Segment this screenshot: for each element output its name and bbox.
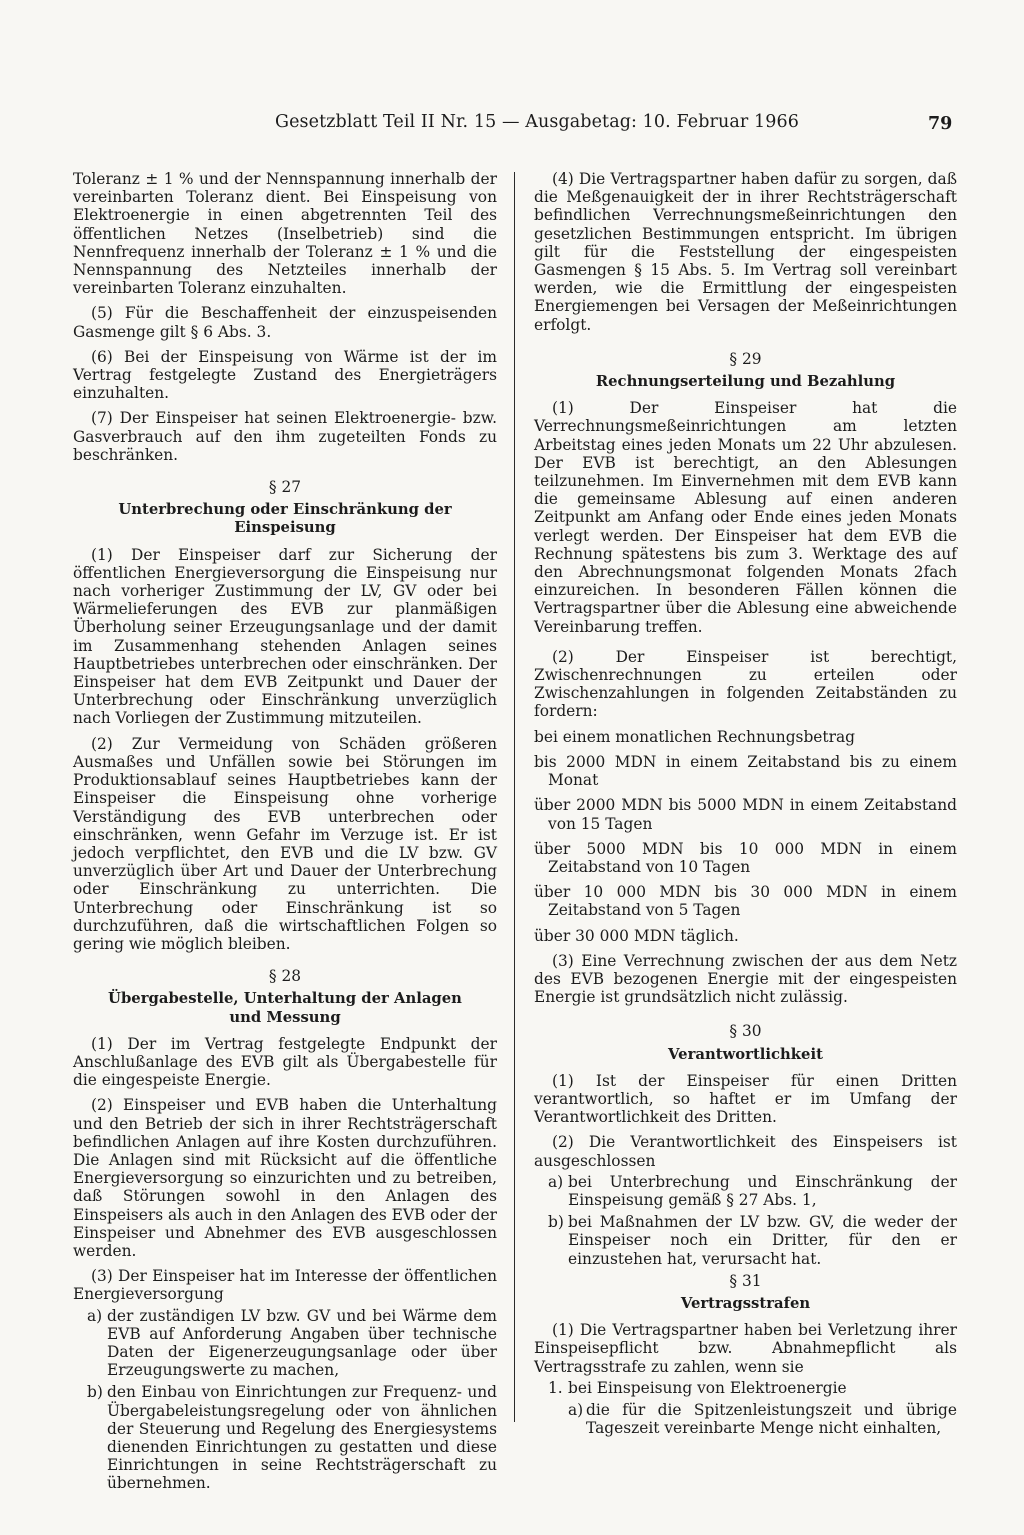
list-label: 1. <box>548 1378 563 1397</box>
list-item <box>534 1401 957 1437</box>
section-30-title: Verantwortlichkeit <box>668 1045 823 1063</box>
section-29-paragraph-3: (3) Eine Verrechnung zwischen der aus dem Netz des EVB bezogenen Energie mit der eingespeisten Energie ist grundsätzlich nicht zulässig. <box>534 951 957 1007</box>
section-28-paragraph-1: (1) Der im Vertrag festgelegte Endpunkt der Anschlußanlage des EVB gilt als Übergabestelle für die eingespeiste Energie. <box>73 1034 497 1090</box>
section-31-paragraph-1: (1) Die Vertragspartner haben bei Verletzung ihrer Einspeisepflicht bzw. Abnahmepflicht als Vertragsstrafe zu zahlen, wenn sie <box>534 1321 957 1376</box>
list-item <box>73 1307 497 1380</box>
section-29-paragraph-1: (1) Der Einspeiser hat die Verrechnungsmeßeinrichtungen am letzten Arbeitstag eines jeden Monats um 22 Uhr abzulesen. Der EVB ist berechtigt, an den Ablesungen teilzunehmen. Im Einvernehmen mit dem EVB kann die gemeinsame Ablesung auf einen anderen Zeitpunkt am Anfang oder Ende eines jeden Monats verlegt werden. Der Einspeiser hat dem EVB die Rechnung spätestens bis zum 3. Werktage des auf den Abrechnungsmonat folgenden Monats 2fach einzureichen. In besonderen Fällen können die Vertragspartner über die Ablesung eine abweichende Vereinbarung treffen. <box>534 399 957 636</box>
section-28-title <box>73 990 497 1026</box>
section-28-title-line-1: Übergabestelle, Unterhaltung der Anlagen <box>108 990 462 1008</box>
paragraph-4: (4) Die Vertragspartner haben dafür zu sorgen, daß die Meßgenauigkeit der in ihrer Rechtsträgerschaft befindlichen Verrechnungsmeßeinrichtungen den gesetzlichen Bestimmungen entspricht. Im übrigen gilt für die Feststellung der eingespeisten Gasmengen § 15 Abs. 5. Im Vertrag soll vereinbart werden, wie die Ermittlung der eingespeisten Energiemengen bei Versagen der Meßeinrichtungen erfolgt. <box>534 170 957 334</box>
list-text: bei Maßnahmen der LV bzw. GV, die weder der Einspeiser noch ein Dritter, für den er einzustehen hat, verursacht hat. <box>568 1213 957 1268</box>
section-30-number: § 30 <box>729 1022 762 1041</box>
section-28-paragraph-3: (3) Der Einspeiser hat im Interesse der öffentlichen Energieversorgung <box>73 1267 497 1304</box>
section-30-paragraph-1: (1) Ist der Einspeiser für einen Dritten verantwortlich, so haftet er im Umfang der Verantwortlichkeit des Dritten. <box>534 1071 957 1127</box>
tier-item: über 30 000 MDN täglich. <box>534 926 739 945</box>
tier-item: bis 2000 MDN in einem Zeitabstand bis zu einem Monat <box>534 752 957 790</box>
tier-intro: bei einem monatlichen Rechnungsbetrag <box>534 727 855 746</box>
section-27-number: § 27 <box>268 478 302 497</box>
list-text: den Einbau von Einrichtungen zur Frequenz- und Übergabeleistungsregelung oder von ähnlichen der Steuerung und Regelung des Energiesystems dienenden Einrichtungen zu gestatten und diese Einrichtungen in seine Rechtsträgerschaft zu übernehmen. <box>107 1383 497 1493</box>
list-label: a) <box>568 1400 584 1419</box>
section-31-title: Vertragsstrafen <box>680 1294 811 1312</box>
list-item <box>534 1213 957 1268</box>
left-column <box>73 170 497 1497</box>
section-27-paragraph-1: (1) Der Einspeiser darf zur Sicherung der öffentlichen Energieversorgung die Einspeisung nur nach vorheriger Zustimmung der LV, GV oder bei Wärmelieferungen des EVB zur planmäßigen Überholung seiner Erzeugungsanlage und der damit im Zusammenhang stehenden Anlagen seines Hauptbetriebes unterbrechen oder einschränken. Der Einspeiser hat dem EVB Zeitpunkt und Dauer der Unterbrechung oder Einschränkung unverzüglich nach Vorliegen der Zustimmung mitzuteilen. <box>73 545 497 728</box>
section-27-paragraph-2: (2) Zur Vermeidung von Schäden größeren Ausmaßes und Unfällen sowie bei Störungen im Produktionsablauf seines Hauptbetriebes kann der Einspeiser die Einspeisung ohne vorherige Verständigung des EVB unterbrechen oder einschränken, wenn Gefahr im Verzuge ist. Er ist jedoch verpflichtet, den EVB und die LV bzw. GV unverzüglich über Art und Dauer der Unterbrechung oder Einschränkung zu unterrichten. Die Unterbrechung oder Einschränkung ist so durchzuführen, daß die wirtschaftlichen Folgen so gering wie möglich bleiben. <box>73 734 497 953</box>
section-28-paragraph-2: (2) Einspeiser und EVB haben die Unterhaltung und den Betrieb der sich in ihrer Rechtsträgerschaft befindlichen Anlagen auf ihre Kosten durchzuführen. Die Anlagen sind mit Rücksicht auf die öffentliche Energieversorgung so einzurichten und zu betreiben, daß Störungen sowohl in den Anlagen des Einspeisers als auch in den Anlagen des EVB oder der Einspeiser und Abnehmer des EVB ausgeschlossen werden. <box>73 1096 497 1260</box>
section-29-paragraph-2: (2) Der Einspeiser ist berechtigt, Zwischenrechnungen zu erteilen oder Zwischenzahlungen in folgenden Zeitabständen zu fordern: <box>534 647 957 721</box>
list-text: bei Unterbrechung und Einschränkung der Einspeisung gemäß § 27 Abs. 1, <box>568 1172 957 1209</box>
list-label: a) <box>548 1172 564 1191</box>
list-text: der zuständigen LV bzw. GV und bei Wärme dem EVB auf Anforderung Angaben über technische Daten der Eigenerzeugungsanlage oder über Erzeugungswerte zu machen, <box>107 1306 497 1380</box>
paragraph-7: (7) Der Einspeiser hat seinen Elektroenergie- bzw. Gasverbrauch auf den ihm zugeteilten Fonds zu beschränken. <box>73 409 497 464</box>
tier-item: über 2000 MDN bis 5000 MDN in einem Zeitabstand von 15 Tagen <box>534 796 957 833</box>
right-column <box>534 170 957 1441</box>
list-label: b) <box>87 1383 103 1402</box>
list-label: a) <box>87 1306 103 1325</box>
section-27-title: Unterbrechung oder Einschränkung der Einspeisung <box>118 501 452 537</box>
section-28-number: § 28 <box>268 967 302 986</box>
tier-item: über 5000 MDN bis 10 000 MDN in einem Zeitabstand von 10 Tagen <box>534 839 957 876</box>
list-item <box>534 1173 957 1209</box>
paragraph-5: (5) Für die Beschaffenheit der einzuspeisenden Gasmenge gilt § 6 Abs. 3. <box>73 304 497 341</box>
section-29-title: Rechnungserteilung und Bezahlung <box>595 373 896 391</box>
section-30-paragraph-2: (2) Die Verantwortlichkeit des Einspeisers ist ausgeschlossen <box>534 1133 957 1170</box>
header-title: Gesetzblatt Teil II Nr. 15 — Ausgabetag: 10. Februar 1966 <box>275 112 799 132</box>
page-number: 79 <box>928 114 953 134</box>
list-label: b) <box>548 1213 564 1232</box>
list-text: bei Einspeisung von Elektroenergie <box>568 1378 847 1397</box>
page-header <box>0 108 1024 142</box>
tier-item: über 10 000 MDN bis 30 000 MDN in einem Zeitabstand von 5 Tagen <box>534 883 957 920</box>
list-item <box>73 1383 497 1492</box>
section-28-title-line-2: und Messung <box>229 1008 341 1026</box>
list-text: die für die Spitzenleistungszeit und übrige Tageszeit vereinbarte Menge nicht einhalten, <box>586 1400 957 1438</box>
list-item <box>534 1379 957 1397</box>
paragraph-continued: Toleranz ± 1 % und der Nennspannung innerhalb der vereinbarten Toleranz dient. Bei Einspeisung von Elektroenergie in einen abgetrennten Teil des öffentlichen Netzes (Inselbetrieb) sind die Nennfrequenz innerhalb der Toleranz ± 1 % und die Nennspannung des Netzteiles innerhalb der vereinbarten Toleranz einzuhalten. <box>73 170 497 298</box>
column-divider <box>514 172 515 1422</box>
paragraph-6: (6) Bei der Einspeisung von Wärme ist der im Vertrag festgelegte Zustand des Energieträgers einzuhalten. <box>73 347 497 403</box>
section-31-number: § 31 <box>729 1271 762 1290</box>
section-29-number: § 29 <box>729 349 762 368</box>
